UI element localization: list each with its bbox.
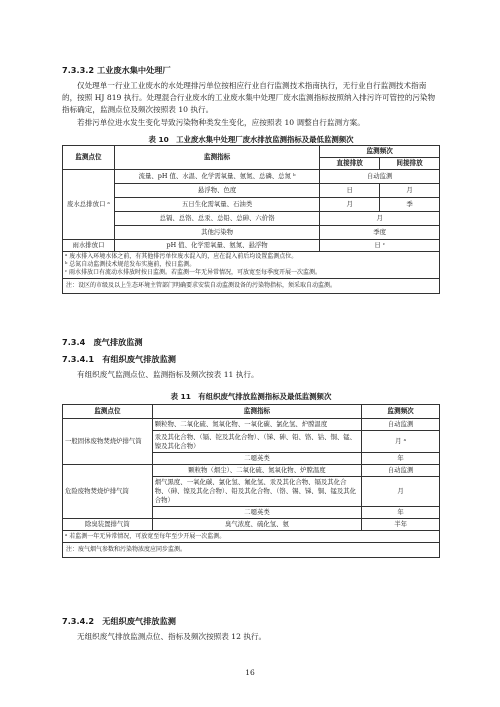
paragraph-unorganized-gas: 无组织废气排放监测点位、指标及频次按照表 12 执行。 bbox=[77, 632, 267, 641]
t11-footnote-a: ᵃ 若监测一年无异常情况，可放宽至每年至少开展一次监测。 bbox=[63, 531, 440, 543]
table-10 bbox=[62, 145, 440, 294]
t10-point-rain-outlet: 雨水排放口 bbox=[63, 240, 115, 252]
t11-cell: 半年 bbox=[362, 519, 440, 531]
table-11 bbox=[62, 404, 440, 558]
t10-cell: 月 bbox=[320, 212, 440, 226]
t10-header-direct: 直接排放 bbox=[320, 158, 380, 170]
t10-cell: 流量、pH 值、水温、化学需氧量、氨氮、总磷、总氮 ᵇ bbox=[114, 170, 319, 184]
section-heading-7-3-4-1: 7.3.4.1 有组织废气排放监测 bbox=[62, 354, 176, 364]
t11-cell: 自动监测 bbox=[362, 419, 440, 431]
t11-cell: 二噁英类 bbox=[152, 507, 361, 519]
t10-cell: pH 值、化学需氧量、氨氮、悬浮物 bbox=[114, 240, 319, 252]
t10-footnotes bbox=[63, 252, 440, 279]
t10-footnote-c: ᶜ 雨水排放口有流动水排放时按日监测。若监测一年无异常情况，可放宽至每季度开展一次监测。 bbox=[65, 269, 321, 276]
t10-cell: 日 ᶜ bbox=[320, 240, 440, 252]
t11-header-point: 监测点位 bbox=[63, 405, 153, 419]
page-number: 16 bbox=[245, 668, 255, 677]
section-heading-7-3-4: 7.3.4 废气排放监测 bbox=[62, 337, 143, 347]
paragraph-wastewater-plant: 仅处理单一行业工业废水的水处理排污单位按相应行业自行监测技术指南执行，无行业自行监测技术指南的，按照 HJ 819 执行。处理混合行业废水的工业废水集中处理厂废水监测指标按照纳入排污许可管控的污染物指标确定，监测点位及频次按照表 10 执行。 bbox=[62, 81, 436, 114]
t11-cell: 臭气浓度、硫化氢、氨 bbox=[152, 519, 361, 531]
t11-cell: 二噁英类 bbox=[152, 453, 361, 465]
t11-cell: 年 bbox=[362, 453, 440, 465]
t10-note: 注：设区的市级及以上生态环境主管部门明确要求安装自动监测设备的污染物指标，须采取自动监测。 bbox=[63, 279, 440, 294]
paragraph-organized-gas: 有组织废气监测点位、监测指标及频次按表 11 执行。 bbox=[77, 370, 259, 379]
t11-cell: 自动监测 bbox=[362, 465, 440, 477]
t10-cell: 月 bbox=[380, 184, 440, 198]
t11-cell: 烟气黑度、一氧化碳、氯化氢、氟化氢、汞及其化合物、镉及其化合物、（砷、镍及其化合物）、铅及其化合物、（铬、锡、锑、铜、锰及其化合物） bbox=[152, 477, 361, 507]
t10-footnote-b: ᵇ 总氮自动监测技术规范发布实施前，按日监测。 bbox=[65, 261, 196, 268]
t11-point-deodorizer: 除臭装置排气筒 bbox=[63, 519, 153, 531]
section-heading-7-3-3-2: 7.3.3.2 工业废水集中处理厂 bbox=[62, 65, 171, 75]
t11-point-hazardous-incinerator: 危险废物焚烧炉排气筒 bbox=[63, 465, 153, 519]
t11-cell: 月 ᵃ bbox=[362, 431, 440, 453]
t10-cell: 季度 bbox=[320, 226, 440, 240]
t11-cell: 颗粒物、二氧化硫、氮氧化物、一氧化碳、氯化氢、炉膛温度 bbox=[152, 419, 361, 431]
t11-point-general-incinerator: 一般固体废物焚烧炉排气筒 bbox=[63, 419, 153, 465]
t10-header-point: 监测点位 bbox=[63, 146, 115, 170]
t10-cell: 季 bbox=[380, 198, 440, 212]
table-10-caption: 表 10 工业废水集中处理厂废水排放监测指标及最低监测频次 bbox=[148, 135, 354, 144]
t11-cell: 月 bbox=[362, 477, 440, 507]
section-heading-7-3-4-2: 7.3.4.2 无组织废气排放监测 bbox=[62, 616, 176, 626]
t11-note: 注：废气烟气参数和污染物浓度应同步监测。 bbox=[63, 543, 440, 558]
t10-cell: 自动监测 bbox=[320, 170, 440, 184]
t10-header-index: 监测指标 bbox=[114, 146, 319, 170]
table-11-caption: 表 11 有组织废气排放监测指标及最低监测频次 bbox=[170, 392, 332, 401]
t10-header-indirect: 间接排放 bbox=[380, 158, 440, 170]
t10-cell: 其他污染物 bbox=[114, 226, 319, 240]
t11-header-index: 监测指标 bbox=[152, 405, 361, 419]
t10-cell: 悬浮物、色度 bbox=[114, 184, 319, 198]
t10-cell: 月 bbox=[320, 198, 380, 212]
t10-cell: 总镉、总铬、总汞、总铅、总砷、六价铬 bbox=[114, 212, 319, 226]
t10-point-total-outlet: 废水总排放口 ᵃ bbox=[63, 170, 115, 240]
t11-cell: 汞及其化合物、（镉、铊及其化合物）、（锑、砷、铅、铬、钴、铜、锰、镍及其化合物） bbox=[152, 431, 361, 453]
t10-cell: 五日生化需氧量、石油类 bbox=[114, 198, 319, 212]
t10-cell: 日 bbox=[320, 184, 380, 198]
t11-cell: 颗粒物（烟尘）、二氧化硫、氮氧化物、炉膛温度 bbox=[152, 465, 361, 477]
t10-header-freq: 监测频次 bbox=[320, 146, 440, 158]
t11-header-freq: 监测频次 bbox=[362, 405, 440, 419]
t11-cell: 年 bbox=[362, 507, 440, 519]
paragraph-adjust-plan: 若排污单位进水发生变化导致污染物种类发生变化，应按照表 10 调整自行监测方案。 bbox=[77, 118, 365, 127]
t10-footnote-a: ᵃ 废水排入环境水体之前，有其他排污单位废水混入的，应在混入前后均设置监测点位。 bbox=[65, 253, 298, 260]
